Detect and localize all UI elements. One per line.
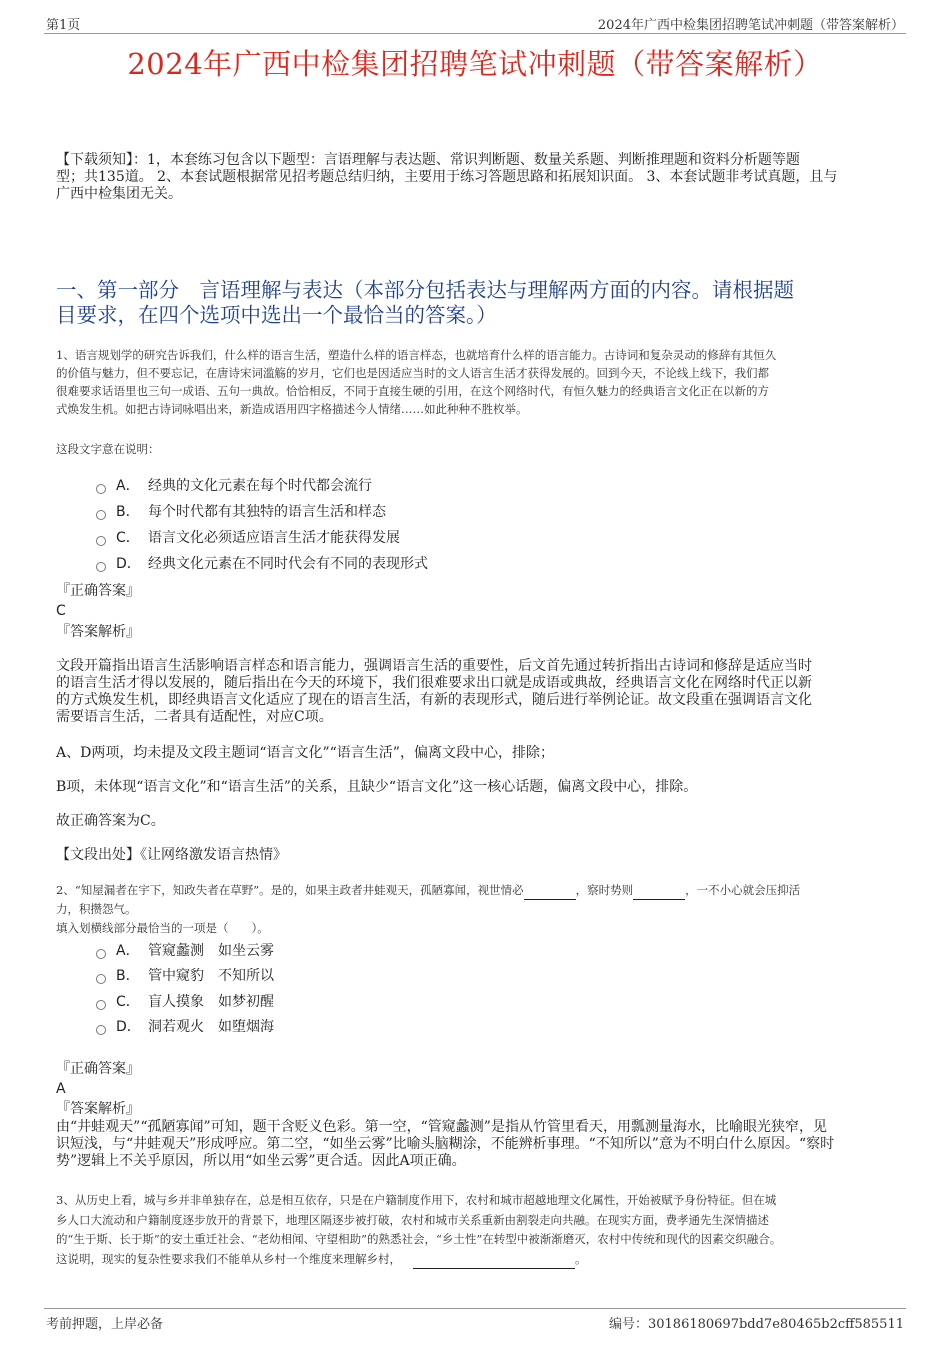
section-heading-line-1: 一、第一部分 言语理解与表达（本部分包括表达与理解两方面的内容。请根据题	[56, 278, 794, 302]
option-text: 盲人摸象 如梦初醒	[148, 994, 274, 1010]
footer-rule	[44, 1308, 906, 1309]
option-text: 经典的文化元素在每个时代都会流行	[148, 478, 372, 494]
option-label: C．	[116, 530, 140, 546]
option-text: 每个时代都有其独特的语言生活和样态	[148, 504, 386, 520]
q2-prompt: 填入划横线部分最恰当的一项是（ ）。	[56, 921, 269, 935]
q2-stem-part-a: 2、“知屋漏者在宇下，知政失者在草野”。是的，如果主政者井蛙观天，孤陋寡闻，视世情必	[56, 883, 524, 897]
q1-conclusion: 故正确答案为C。	[56, 813, 165, 829]
option-label: A．	[116, 478, 140, 494]
footer-slogan: 考前押题，上岸必备	[46, 1317, 164, 1332]
option-text: 管窥蠡测 如坐云雾	[148, 943, 274, 959]
option-label: D．	[116, 1019, 141, 1035]
option-label: D．	[116, 556, 141, 572]
q3-stem-line-2: 乡人口大流动和户籍制度逐步放开的背景下，地理区隔逐步被打破，农村和城市关系重新由割裂走向共融。在现实方面，费孝通先生深情描述	[56, 1213, 769, 1227]
q1-analysis-line-1: 文段开篇指出语言生活影响语言样态和语言能力，强调语言生活的重要性，后文首先通过转折指出古诗词和修辞是适应当时	[56, 658, 812, 674]
option-text: 管中窥豹 不知所以	[148, 968, 274, 984]
option-text: 经典文化元素在不同时代会有不同的表现形式	[148, 556, 428, 572]
notice-line-2: 型；共135道。 2、本套试题根据常见招考题总结归纳，主要用于练习答题思路和拓展知识面。 3、本套试题非考试真题，且与	[56, 169, 838, 185]
radio-icon[interactable]	[96, 1000, 106, 1010]
q2-option-a[interactable]	[96, 943, 274, 960]
radio-icon[interactable]	[96, 949, 106, 959]
q1-option-b[interactable]	[96, 504, 386, 521]
q2-answer-heading: 『正确答案』	[56, 1061, 140, 1077]
option-label: A．	[116, 943, 140, 959]
q1-analysis-heading: 『答案解析』	[56, 624, 140, 640]
radio-icon[interactable]	[96, 1025, 106, 1035]
q2-answer: A	[56, 1081, 66, 1097]
q3-stem-line-1: 3、从历史上看，城与乡并非单独存在，总是相互依存，只是在户籍制度作用下，农村和城市超越地理文化属性，开始被赋予身份特征。但在城	[56, 1193, 777, 1207]
q1-analysis-line-3: 的方式焕发生机，即经典语言文化适应了现在的语言生活，有新的表现形式，随后进行举例论证。故文段重在强调语言文化	[56, 692, 812, 708]
notice-line-3: 广西中检集团无关。	[56, 186, 182, 202]
radio-icon[interactable]	[96, 974, 106, 984]
option-label: B．	[116, 504, 140, 520]
footer-serial: 编号：30186180697bdd7e80465b2cff585511	[608, 1317, 904, 1332]
q1-option-a[interactable]	[96, 478, 372, 495]
q1-answer-heading: 『正确答案』	[56, 583, 140, 599]
q1-note-ad: A、D两项，均未提及文段主题词“语言文化”“语言生活”，偏离文段中心，排除；	[56, 745, 554, 761]
q1-option-c[interactable]	[96, 530, 400, 547]
radio-icon[interactable]	[96, 510, 106, 520]
q2-stem-part-b: ，察时势则	[575, 883, 634, 897]
q2-stem-line-2: 力，积攒怨气。	[56, 902, 137, 916]
q1-answer: C	[56, 603, 66, 619]
page-number: 第1页	[46, 18, 81, 33]
q1-stem-line-4: 式焕发生机。如把古诗词咏唱出来，新造成语用四字格描述今人情绪……如此种种不胜枚举。	[56, 402, 528, 416]
header-doc-title: 2024年广西中检集团招聘笔试冲刺题（带答案解析）	[597, 18, 904, 33]
q1-prompt: 这段文字意在说明：	[56, 442, 160, 456]
q1-source: 【文段出处】《让网络激发语言热情》	[56, 847, 287, 863]
q3-stem-end: 。	[575, 1252, 587, 1266]
q2-analysis-line-1: 由“井蛙观天”“孤陋寡闻”可知，题干含贬义色彩。第一空，“管窥蠡测”是指从竹管里看天，用瓢测量海水，比喻眼光狭窄，见	[56, 1119, 827, 1135]
radio-icon[interactable]	[96, 536, 106, 546]
q3-blank	[413, 1268, 575, 1269]
q1-stem-line-1: 1、语言规划学的研究告诉我们，什么样的语言生活，塑造什么样的语言样态，也就培育什么样的语言能力。古诗词和复杂灵动的修辞有其恒久	[56, 348, 777, 362]
option-label: C．	[116, 994, 140, 1010]
q2-analysis-line-2: 识短浅，与“井蛙观天”形成呼应。第二空，“如坐云雾”比喻头脑糊涂，不能辨析事理。“不知所以”意为不明白什么原因。“察时	[56, 1136, 835, 1152]
q3-stem-last: 这说明，现实的复杂性要求我们不能单从乡村一个维度来理解乡村，	[56, 1252, 401, 1266]
radio-icon[interactable]	[96, 562, 106, 572]
q2-stem-line-1	[56, 881, 888, 900]
q2-option-d[interactable]	[96, 1019, 274, 1036]
notice-line-1: 【下载须知】：1，本套练习包含以下题型：言语理解与表达题、常识判断题、数量关系题、判断推理题和资料分析题等题	[56, 152, 800, 168]
q1-analysis-line-2: 的语言生活才得以发展的，随后指出在今天的环境下，我们很难要求出口就是成语或典故，经典语言文化在网络时代正以新	[56, 675, 812, 691]
option-text: 语言文化必须适应语言生活才能获得发展	[148, 530, 400, 546]
q1-note-b: B项，未体现“语言文化”和“语言生活”的关系，且缺少“语言文化”这一核心话题，偏离文段中心，排除。	[56, 779, 698, 795]
q3-stem-line-4	[56, 1250, 888, 1269]
q2-option-c[interactable]	[96, 994, 274, 1011]
q1-stem-line-3: 很难要求话语里也三句一成语、五句一典故。恰恰相反，不同于直接生硬的引用，在这个网络时代，有恒久魅力的经典语言文化正在以新的方	[56, 384, 769, 398]
option-text: 洞若观火 如堕烟海	[148, 1019, 274, 1035]
radio-icon[interactable]	[96, 484, 106, 494]
q1-stem-line-2: 的价值与魅力，但不要忘记，在唐诗宋词滥觞的岁月，它们也是因适应当时的文人语言生活才获得发展的。回到今天，不论线上线下，我们都	[56, 366, 769, 380]
q2-stem-part-c: ，一不小心就会压抑活	[685, 883, 801, 897]
page-title: 2024年广西中检集团招聘笔试冲刺题（带答案解析）	[127, 47, 823, 81]
q2-option-b[interactable]	[96, 968, 274, 985]
q1-option-d[interactable]	[96, 556, 428, 573]
q2-analysis-line-3: 势”逻辑上不关乎原因，所以用“如坐云雾”更合适。因此A项正确。	[56, 1153, 466, 1169]
header-rule	[44, 33, 906, 34]
section-heading-line-2: 目要求，在四个选项中选出一个最恰当的答案。）	[56, 303, 497, 327]
q2-analysis-heading: 『答案解析』	[56, 1101, 140, 1117]
q3-stem-line-3: 的“生于斯、长于斯”的安土重迁社会、“老幼相闻、守望相助”的熟悉社会，“乡土性”在转型中被渐渐磨灭，农村中传统和现代的因素交织融合。	[56, 1232, 782, 1246]
q1-analysis-line-4: 需要语言生活，二者具有适配性，对应C项。	[56, 709, 333, 725]
option-label: B．	[116, 968, 140, 984]
